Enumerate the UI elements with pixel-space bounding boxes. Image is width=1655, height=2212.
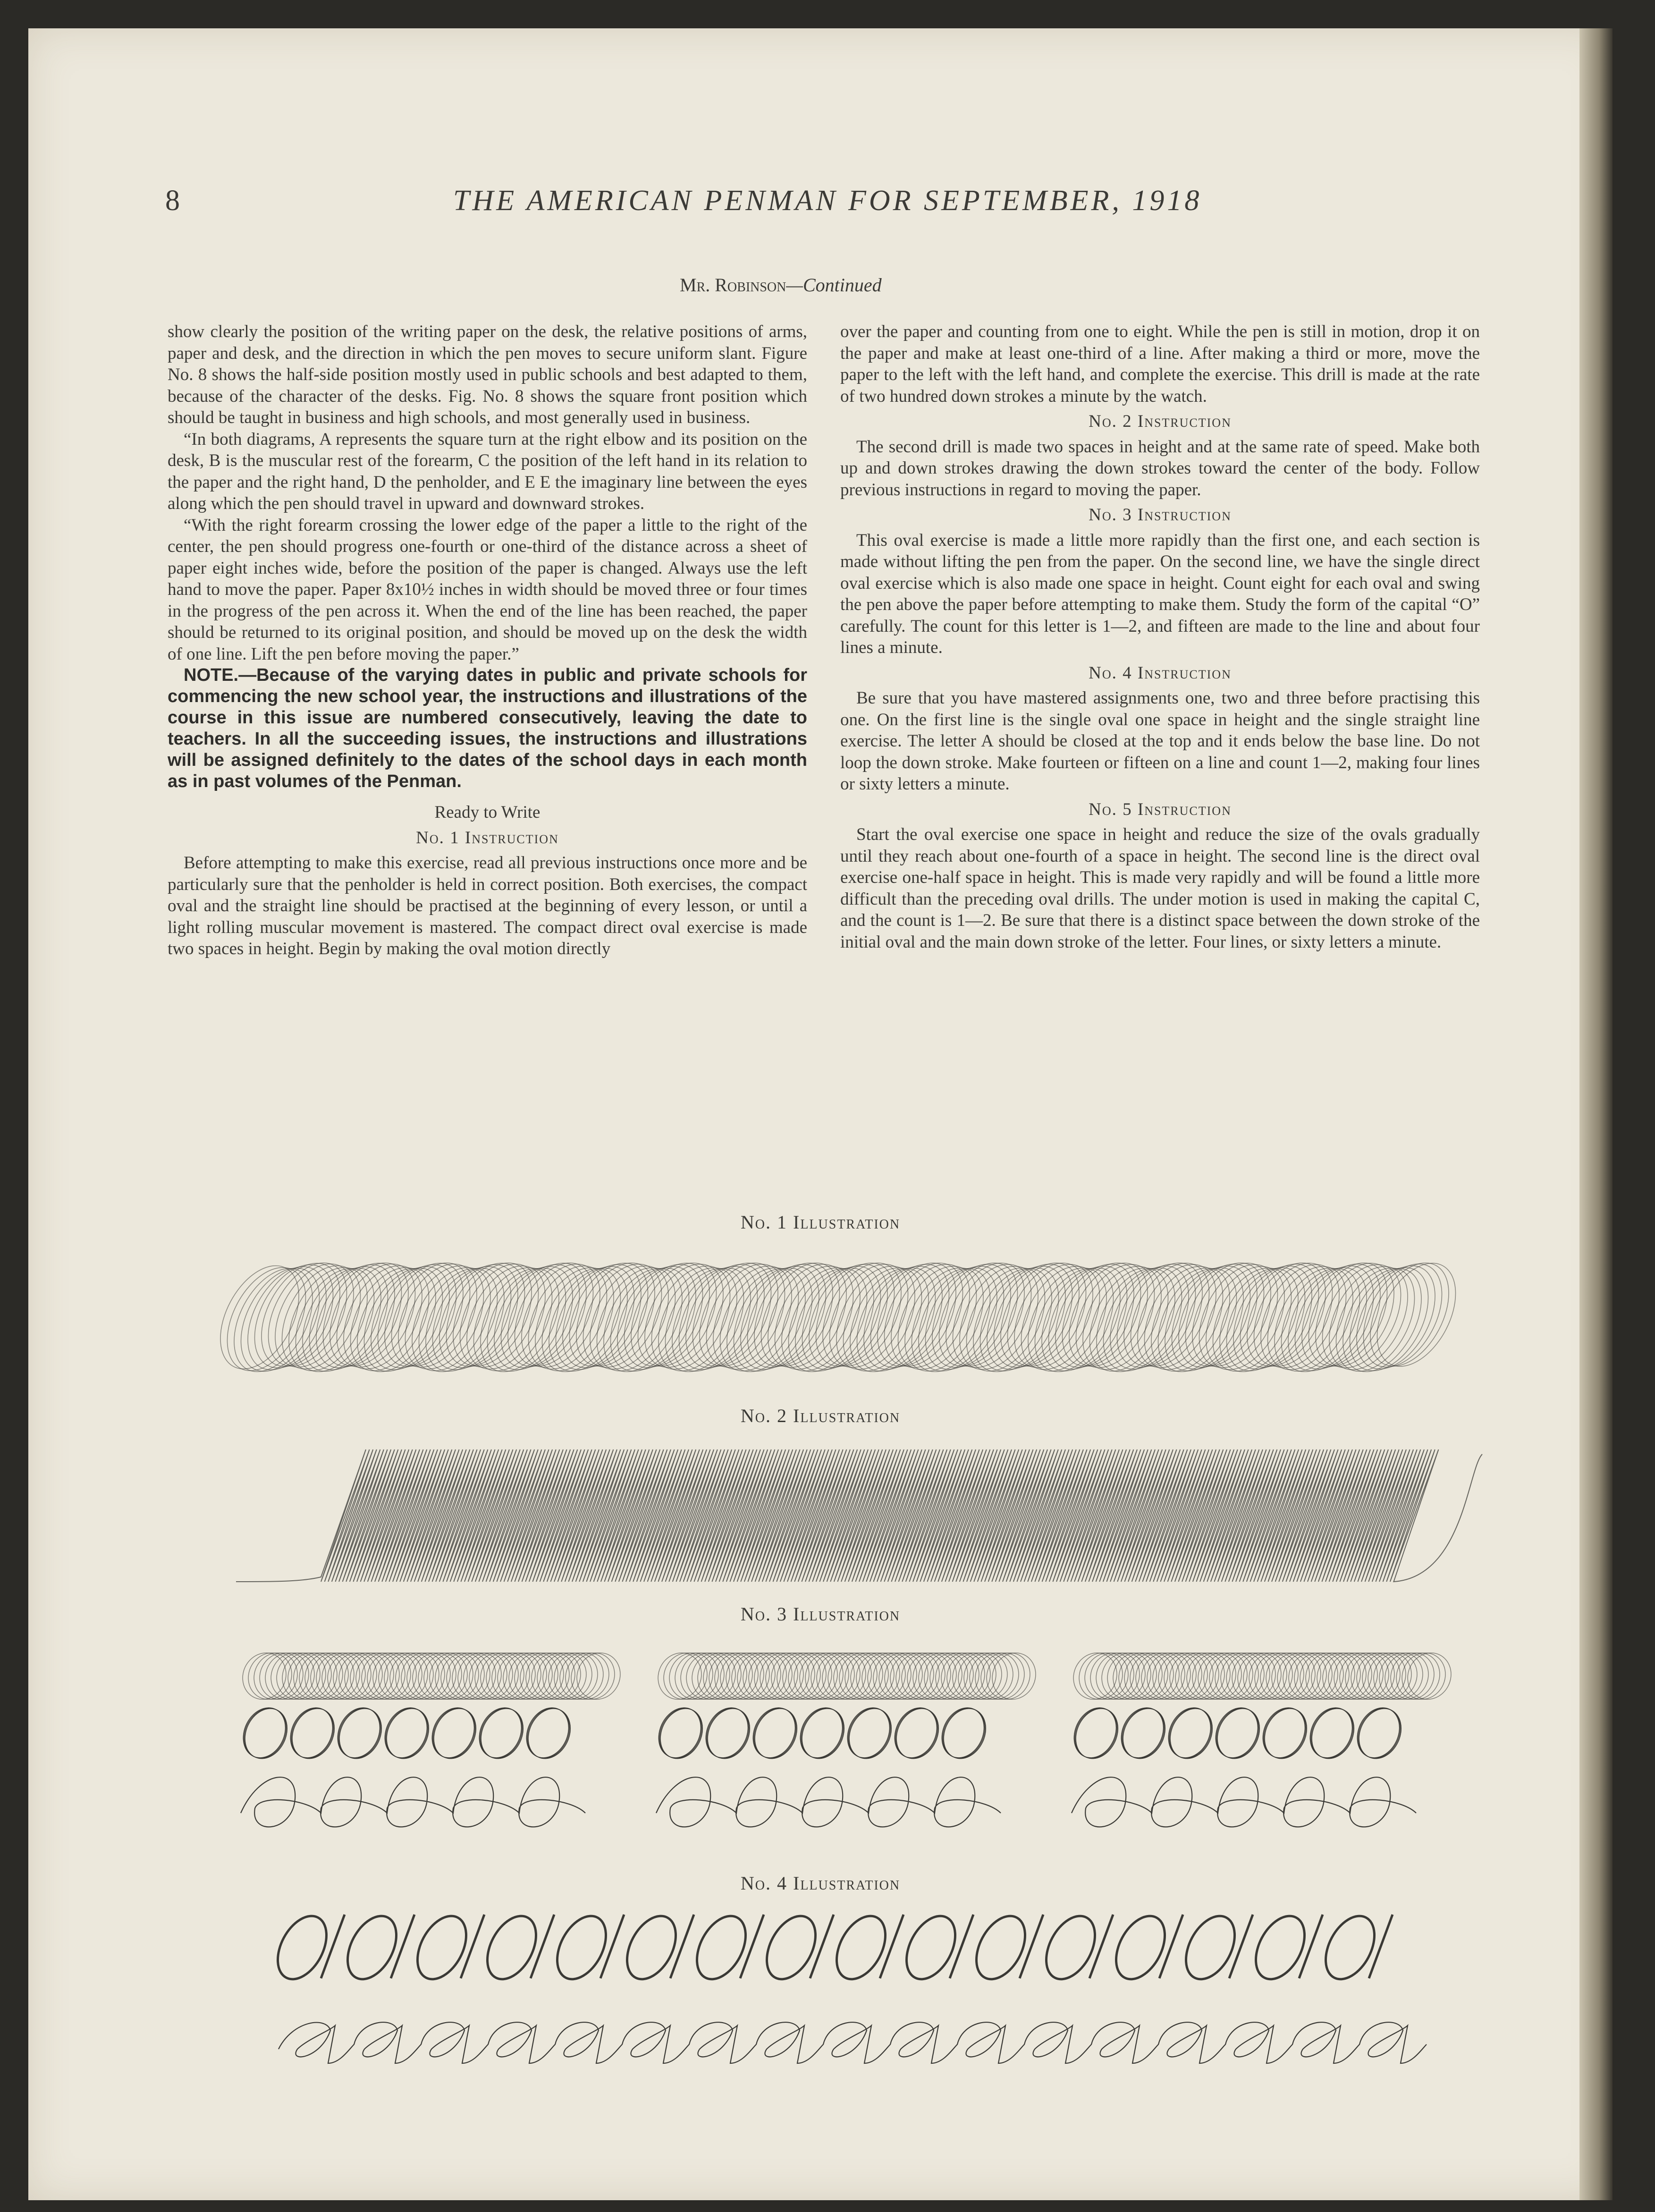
author-name: Mr. Robinson: [680, 274, 786, 296]
no1-text: Before attempting to make this exercise, read all previous instructions once more and be particularly sure that the penholder is held in correct position. Both exercises, the compact oval and the straight line should be practised at the beginning of every lesson, or until a light rolling muscular movement is mastered. The compact direct oval exercise is made two spaces in height. Begin by making the oval motion directly: [168, 853, 807, 958]
page-number: 8: [165, 185, 180, 217]
illustration-1-compact-oval-drill: [222, 1246, 1468, 1388]
magazine-page: [28, 28, 1613, 2200]
note-paragraph: NOTE.—Because of the varying dates in public and private schools for commencing the new school year, the instructions and illustrations of the course in this issue are numbered consecutively, leaving the date to teachers. In all the succeeding issues, the instructions and illustrations will be assigned definitely to the dates of the school days in each month as in past volumes of the Penman.: [168, 665, 807, 791]
running-head: THE AMERICAN PENMAN FOR SEPTEMBER, 1918: [453, 185, 1202, 217]
no2-heading-text: No. 2 Instruction: [1089, 412, 1232, 431]
page-header: [165, 184, 1223, 241]
no2-text: The second drill is made two spaces in height and at the same rate of speed. Make both up and down strokes drawing the down strokes toward the center of the body. Follow previous instructions in regard to moving the paper.: [840, 437, 1480, 500]
no4-heading-text: No. 4 Instruction: [1089, 663, 1232, 683]
no1-heading-text: No. 1 Instruction: [416, 828, 559, 848]
no5-text: Start the oval exercise one space in height and reduce the size of the ovals gradually until they reach about one-fourth of a space in height. The second line is the direct oval exercise one-half space in height. This is made very rapidly and will be found a little more difficult than the preceding oval drills. The under motion is used in making the capital C, and the count is 1—2. Be sure that there is a distinct space between the down stroke of the initial oval and the main down stroke of the letter. Four lines, or sixty letters a minute.: [840, 825, 1480, 952]
no2-heading: [840, 411, 1480, 432]
no3-heading: [840, 504, 1480, 526]
continued-line: [680, 274, 882, 296]
right-paragraph-1: over the paper and counting from one to eight. While the pen is still in motion, drop it on the paper and make at least one-third of a line. After making a third or more, move the paper to the left with the left hand, and complete the exercise. This drill is made at the rate of two hundred down strokes a minute by the watch.: [840, 322, 1480, 406]
no4-text: Be sure that you have mastered assignments one, two and three before practising this one. On the first line is the single oval one space in height and the single straight line exercise. The letter A should be closed at the top and it ends below the base line. Do not loop the down stroke. Make fourteen or fifteen on a line and count 1—2, making four lines or sixty letters a minute.: [840, 688, 1480, 794]
no3-heading-text: No. 3 Instruction: [1089, 505, 1232, 525]
illustration-3-oval-and-capital-o-drill: [236, 1643, 1473, 1860]
left-column: [168, 321, 807, 960]
no1-heading: [168, 827, 807, 849]
left-paragraph-3: “With the right forearm crossing the lower edge of the paper a little to the right of the center, the pen should progress one-fourth or one-third of the distance across a sheet of paper eight inches wide, before the position of the paper is changed. Always use the left hand to move the paper. Paper 8x10½ inches in width should be moved three or four times in the progress of the pen across it. When the end of the line has been reached, the paper should be returned to its original position, and should be moved up on the desk the width of one line. Lift the pen before moving the paper.”: [168, 515, 807, 664]
ready-heading: Ready to Write: [434, 803, 540, 822]
illustration-4-label: No. 4 Illustration: [740, 1873, 901, 1894]
illustration-4-oval-line-and-letter-a-drill: [274, 1907, 1454, 2087]
illustration-2-label: No. 2 Illustration: [740, 1405, 901, 1426]
left-paragraph-2: “In both diagrams, A represents the square turn at the right elbow and its position on the desk, B is the muscular rest of the forearm, C the position of the left hand in its relation to the paper and the right hand, D the penholder, and E E the imaginary line between the eyes along which the pen should travel in upward and downward strokes.: [168, 429, 807, 513]
illustration-2-straight-line-drill: [236, 1440, 1482, 1596]
no4-heading: [840, 662, 1480, 684]
no5-heading-text: No. 5 Instruction: [1089, 799, 1232, 819]
right-column: [840, 321, 1480, 953]
continued-label: —Continued: [786, 274, 882, 296]
illustration-3-label: No. 3 Illustration: [740, 1603, 901, 1625]
left-paragraph-1: show clearly the position of the writing paper on the desk, the relative positions of arms, paper and desk, and the direction in which the pen moves to secure uniform slant. Figure No. 8 shows the half-side position mostly used in public schools and best adapted to them, because of the character of the desks. Fig. No. 8 shows the square front position which should be taught in business and high schools, and most generally used in business.: [168, 322, 807, 427]
no3-text: This oval exercise is made a little more rapidly than the first one, and each section is made without lifting the pen from the paper. On the second line, we have the single direct oval exercise which is also made one space in height. Count eight for each oval and swing the pen above the paper before attempting to make them. Study the form of the capital “O” carefully. The count for this letter is 1—2, and fifteen are made to the line and about four lines a minute.: [840, 530, 1480, 657]
illustration-1-label: No. 1 Illustration: [740, 1212, 901, 1233]
no5-heading: [840, 799, 1480, 821]
